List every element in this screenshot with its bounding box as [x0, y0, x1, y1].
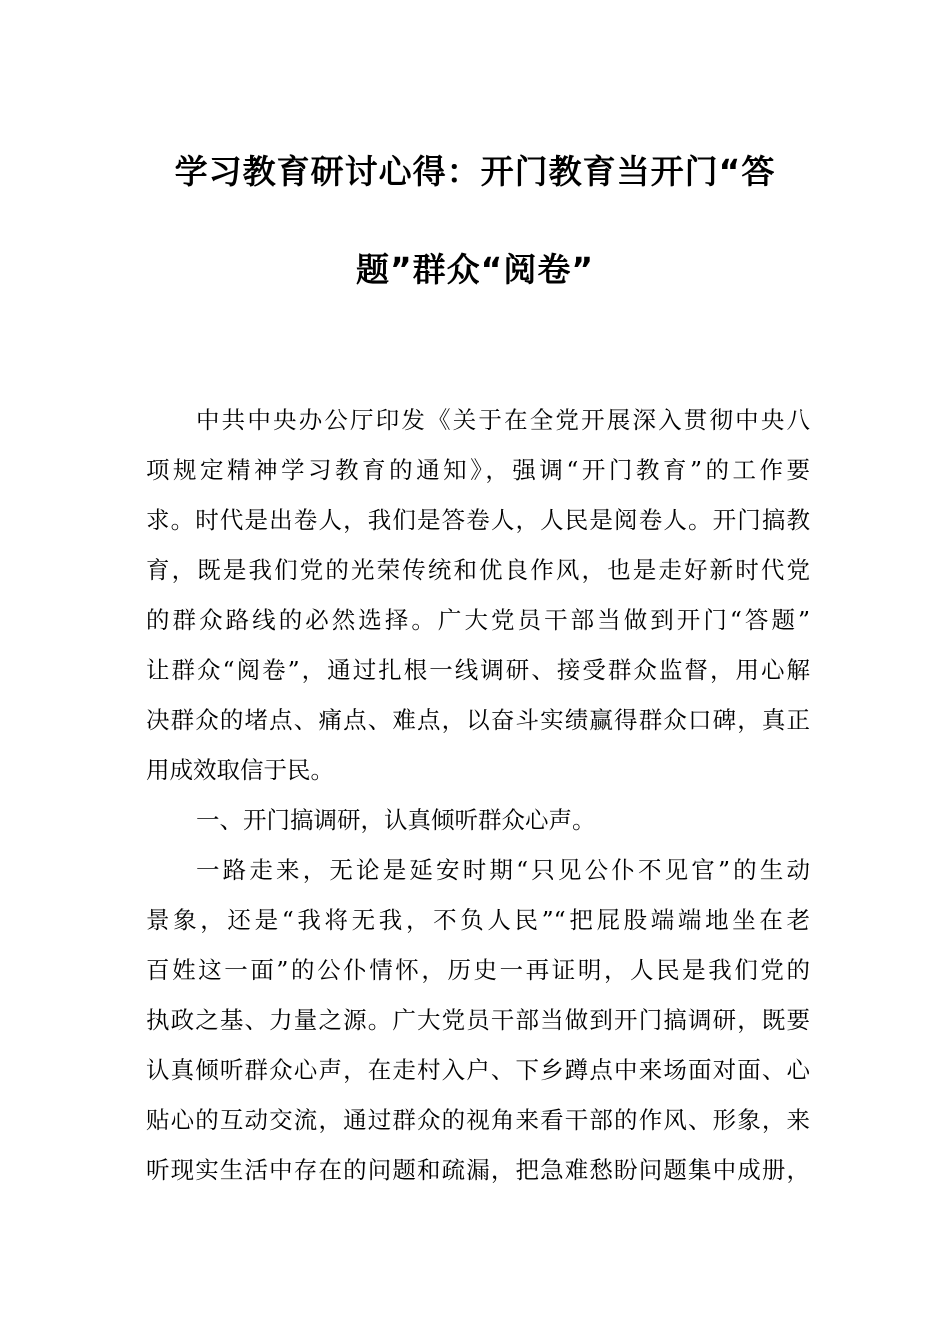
- paragraph-1-line-6: 让群众“阅卷”，通过扎根一线调研、接受群众监督，用心解: [146, 656, 810, 684]
- paragraph-2-line-5: 认真倾听群众心声，在走村入户、下乡蹲点中来场面对面、心: [146, 1056, 810, 1084]
- paragraph-2-line-1: 一路走来，无论是延安时期“只见公仆不见官”的生动: [196, 856, 810, 884]
- paragraph-1-line-2: 项规定精神学习教育的通知》，强调“开门教育”的工作要: [146, 456, 810, 484]
- document-title-line-2: 题”群众“阅卷”: [355, 250, 595, 289]
- paragraph-2-line-2: 景象，还是“我将无我，不负人民”“把屁股端端地坐在老: [146, 906, 810, 934]
- paragraph-2-line-3: 百姓这一面”的公仆情怀，历史一再证明，人民是我们党的: [146, 956, 810, 984]
- paragraph-1-line-4: 育，既是我们党的光荣传统和优良作风，也是走好新时代党: [146, 556, 810, 584]
- paragraph-1-line-8: 用成效取信于民。: [146, 756, 334, 784]
- paragraph-1-line-3: 求。时代是出卷人，我们是答卷人，人民是阅卷人。开门搞教: [146, 506, 810, 534]
- paragraph-1-line-1: 中共中央办公厅印发《关于在全党开展深入贯彻中央八: [196, 406, 810, 434]
- paragraph-1-line-5: 的群众路线的必然选择。广大党员干部当做到开门“答题”: [146, 606, 810, 634]
- paragraph-2-line-6: 贴心的互动交流，通过群众的视角来看干部的作风、形象，来: [146, 1106, 810, 1134]
- paragraph-1-line-7: 决群众的堵点、痛点、难点，以奋斗实绩赢得群众口碑，真正: [146, 706, 810, 734]
- section-heading-1: 一、开门搞调研，认真倾听群众心声。: [196, 806, 596, 834]
- paragraph-2-line-4: 执政之基、力量之源。广大党员干部当做到开门搞调研，既要: [146, 1006, 810, 1034]
- document-body: [146, 402, 810, 1202]
- document-title-line-1: 学习教育研讨心得：开门教育当开门“答: [174, 152, 776, 191]
- paragraph-2-line-7: 听现实生活中存在的问题和疏漏，把急难愁盼问题集中成册，: [146, 1156, 810, 1184]
